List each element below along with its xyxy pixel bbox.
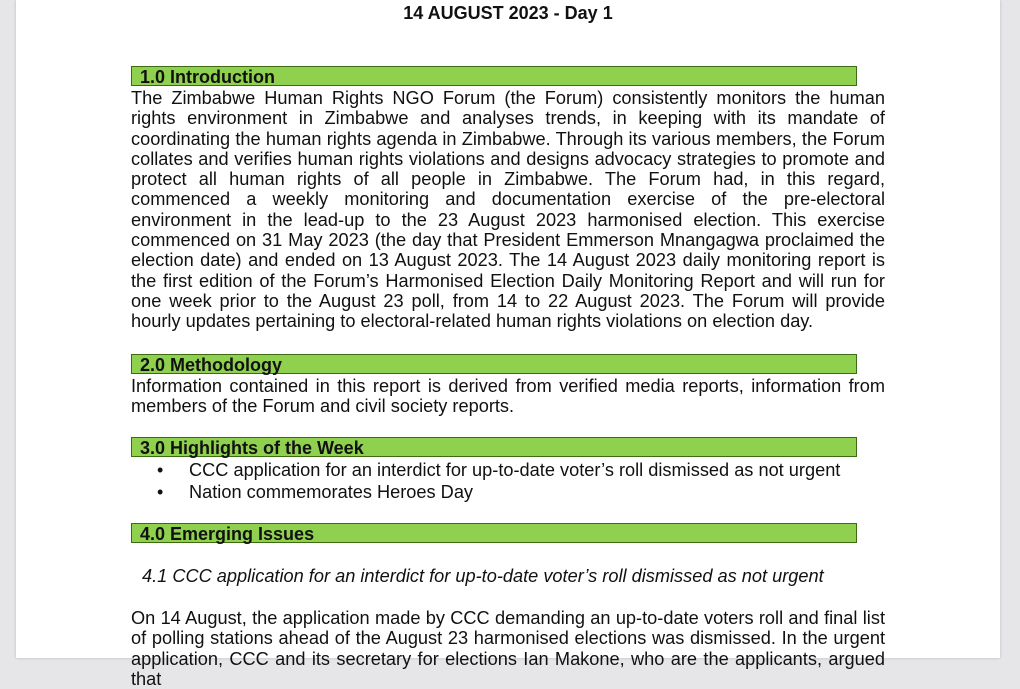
report-date-title: 14 AUGUST 2023 - Day 1 xyxy=(403,3,613,23)
highlight-text: Nation commemorates Heroes Day xyxy=(189,481,474,502)
section-heading-emerging-issues: 4.0 Emerging Issues xyxy=(131,523,857,543)
highlight-text: CCC application for an interdict for up-to-date voter’s roll dismissed as not urgent xyxy=(189,460,841,480)
list-item xyxy=(131,482,885,504)
highlights-list xyxy=(131,460,885,503)
subsection-heading: 4.1 CCC application for an interdict for up-to-date voter’s roll dismissed as not urgent xyxy=(142,566,824,586)
list-item xyxy=(131,460,885,482)
section-heading-introduction: 1.0 Introduction xyxy=(131,66,857,86)
bullet-icon: • xyxy=(157,460,164,480)
methodology-paragraph: Information contained in this report is derived from verified media reports, information from members of the Forum and civil society reports. xyxy=(131,376,885,417)
bullet-icon: • xyxy=(157,481,164,502)
section-heading-methodology: 2.0 Methodology xyxy=(131,354,857,374)
emerging-issues-paragraph: On 14 August, the application made by CCC demanding an up-to-date voters roll and final list of polling stations ahead of the August 23 harmonised elections was dismissed. In the urgent application, CCC and its secretary for elections Ian Makone, who are the applicants, argued that xyxy=(131,608,885,689)
section-heading-highlights: 3.0 Highlights of the Week xyxy=(131,437,857,457)
document-page xyxy=(16,0,1000,689)
introduction-paragraph: The Zimbabwe Human Rights NGO Forum (the Forum) consistently monitors the human rights environment in Zimbabwe and analyses trends, in keeping with its mandate of coordinating the human rights agenda in Zimbabwe. Through its various members, the Forum collates and verifies human rights violations and designs advocacy strategies to promote and protect all human rights of all people in Zimbabwe. The Forum had, in this regard, commenced a weekly monitoring and documentation exercise of the pre-electoral environment in the lead-up to the 23 August 2023 harmonised election. This exercise commenced on 31 May 2023 (the day that President Emmerson Mnangagwa proclaimed the election date) and ended on 13 August 2023. The 14 August 2023 daily monitoring report is the first edition of the Forum’s Harmonised Election Daily Monitoring Report and will run for one week prior to the August 23 poll, from 14 to 22 August 2023. The Forum will provide hourly updates pertaining to electoral-related human rights violations on election day. xyxy=(131,88,885,332)
